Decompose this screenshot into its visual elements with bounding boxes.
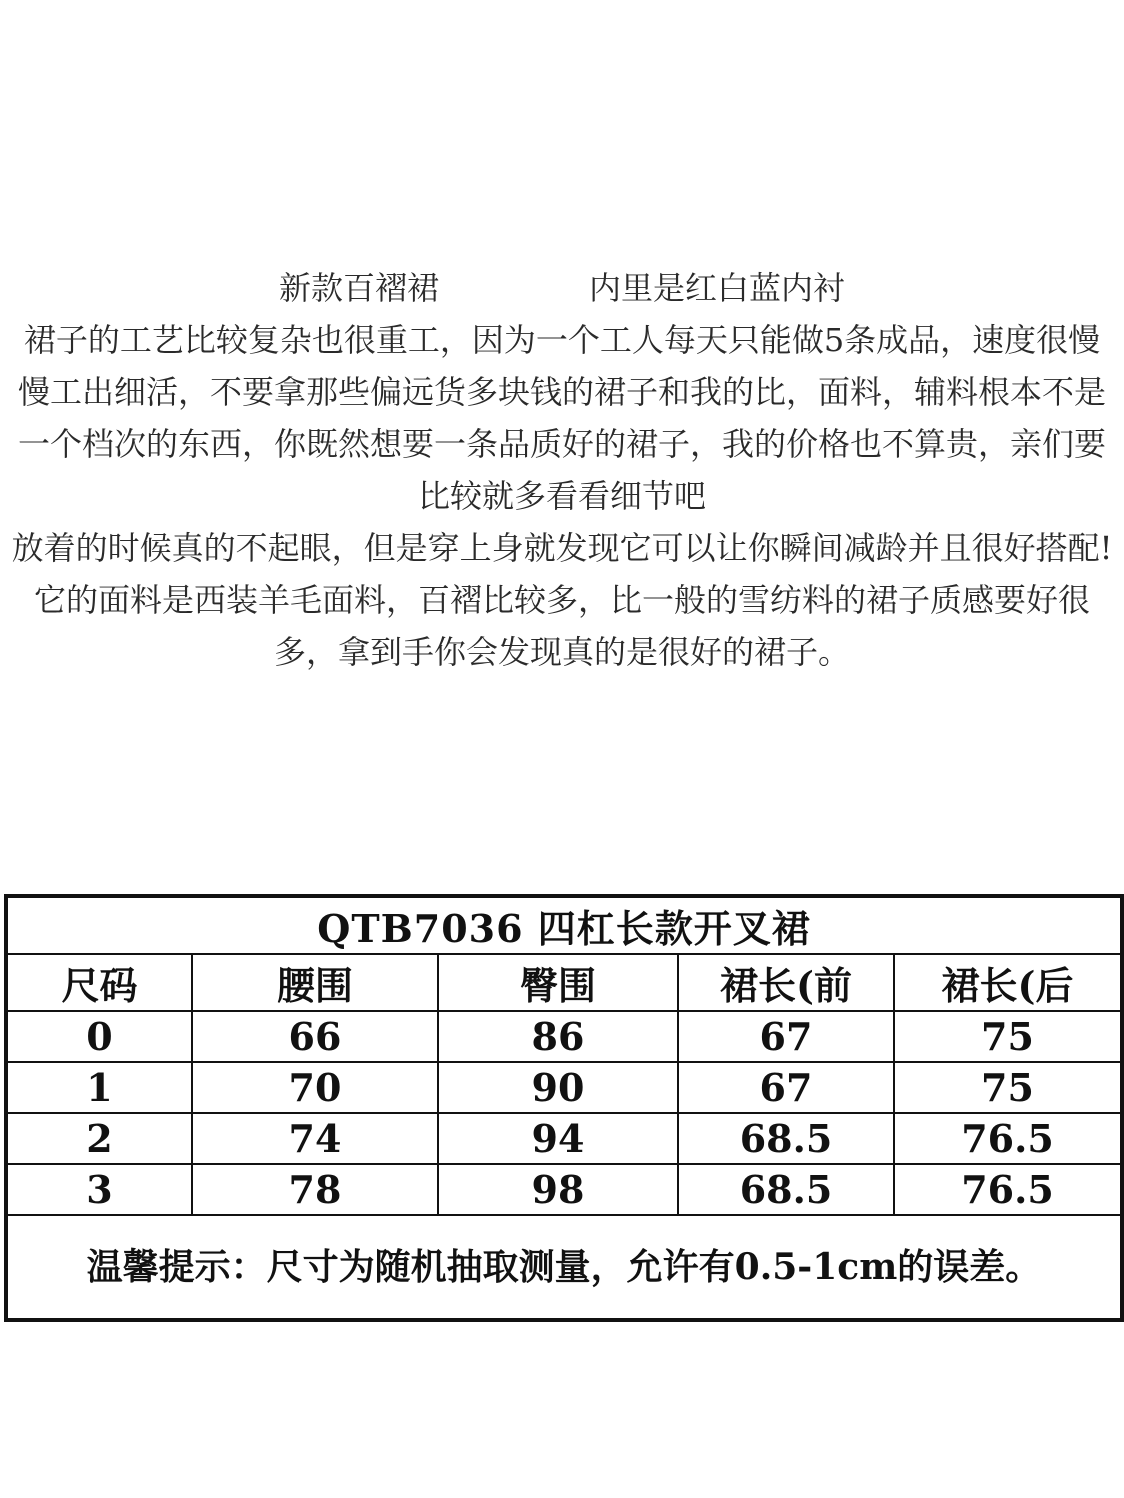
table-row xyxy=(6,1113,1122,1164)
cell-length-back: 76.5 xyxy=(894,1164,1122,1215)
table-row xyxy=(6,1062,1122,1113)
size-table-title: QTB7036 四杠长款开叉裙 xyxy=(6,896,1122,954)
table-row xyxy=(6,1011,1122,1062)
cell-length-front: 67 xyxy=(678,1062,894,1113)
description-paragraph-2: 慢工出细活，不要拿那些偏远货多块钱的裙子和我的比，面料，辅料根本不是一个档次的东西，你既然想要一条品质好的裙子，我的价格也不算贵，亲们要比较就多看看细节吧 xyxy=(17,373,1106,515)
cell-waist: 74 xyxy=(192,1113,438,1164)
cell-length-back: 75 xyxy=(894,1011,1122,1062)
cell-waist: 78 xyxy=(192,1164,438,1215)
headline-right: 内里是红白蓝内衬 xyxy=(589,269,846,307)
header-hip: 臀围 xyxy=(438,954,678,1011)
description-paragraph-1: 裙子的工艺比较复杂也很重工，因为一个工人每天只能做5条成品，速度很慢 xyxy=(23,321,1101,359)
cell-length-front: 68.5 xyxy=(678,1113,894,1164)
cell-hip: 98 xyxy=(438,1164,678,1215)
cell-waist: 70 xyxy=(192,1062,438,1113)
product-description xyxy=(10,262,1114,748)
headline-left: 新款百褶裙 xyxy=(278,269,439,307)
table-row xyxy=(6,1164,1122,1215)
cell-length-front: 68.5 xyxy=(678,1164,894,1215)
header-size: 尺码 xyxy=(6,954,192,1011)
cell-size: 1 xyxy=(6,1062,192,1113)
size-note: 温馨提示：尺寸为随机抽取测量，允许有0.5-1cm的误差。 xyxy=(6,1215,1122,1320)
cell-size: 2 xyxy=(6,1113,192,1164)
cell-length-front: 67 xyxy=(678,1011,894,1062)
cell-hip: 90 xyxy=(438,1062,678,1113)
size-table-header-row xyxy=(6,954,1122,1011)
cell-length-back: 75 xyxy=(894,1062,1122,1113)
description-headline xyxy=(10,262,1114,314)
header-waist: 腰围 xyxy=(192,954,438,1011)
description-paragraph-3: 放着的时候真的不起眼，但是穿上身就发现它可以让你瞬间减龄并且很好搭配! xyxy=(11,529,1113,567)
cell-length-back: 76.5 xyxy=(894,1113,1122,1164)
header-length-back: 裙长(后 xyxy=(894,954,1122,1011)
header-length-front: 裙长(前 xyxy=(678,954,894,1011)
size-table xyxy=(4,894,1124,1322)
cell-size: 0 xyxy=(6,1011,192,1062)
cell-hip: 94 xyxy=(438,1113,678,1164)
description-paragraph-4: 它的面料是西装羊毛面料，百褶比较多，比一般的雪纺料的裙子质感要好很多，拿到手你会发现真的是很好的裙子。 xyxy=(33,581,1090,671)
size-table-title-row xyxy=(6,896,1122,954)
cell-size: 3 xyxy=(6,1164,192,1215)
size-table-note-row xyxy=(6,1215,1122,1320)
cell-waist: 66 xyxy=(192,1011,438,1062)
cell-hip: 86 xyxy=(438,1011,678,1062)
